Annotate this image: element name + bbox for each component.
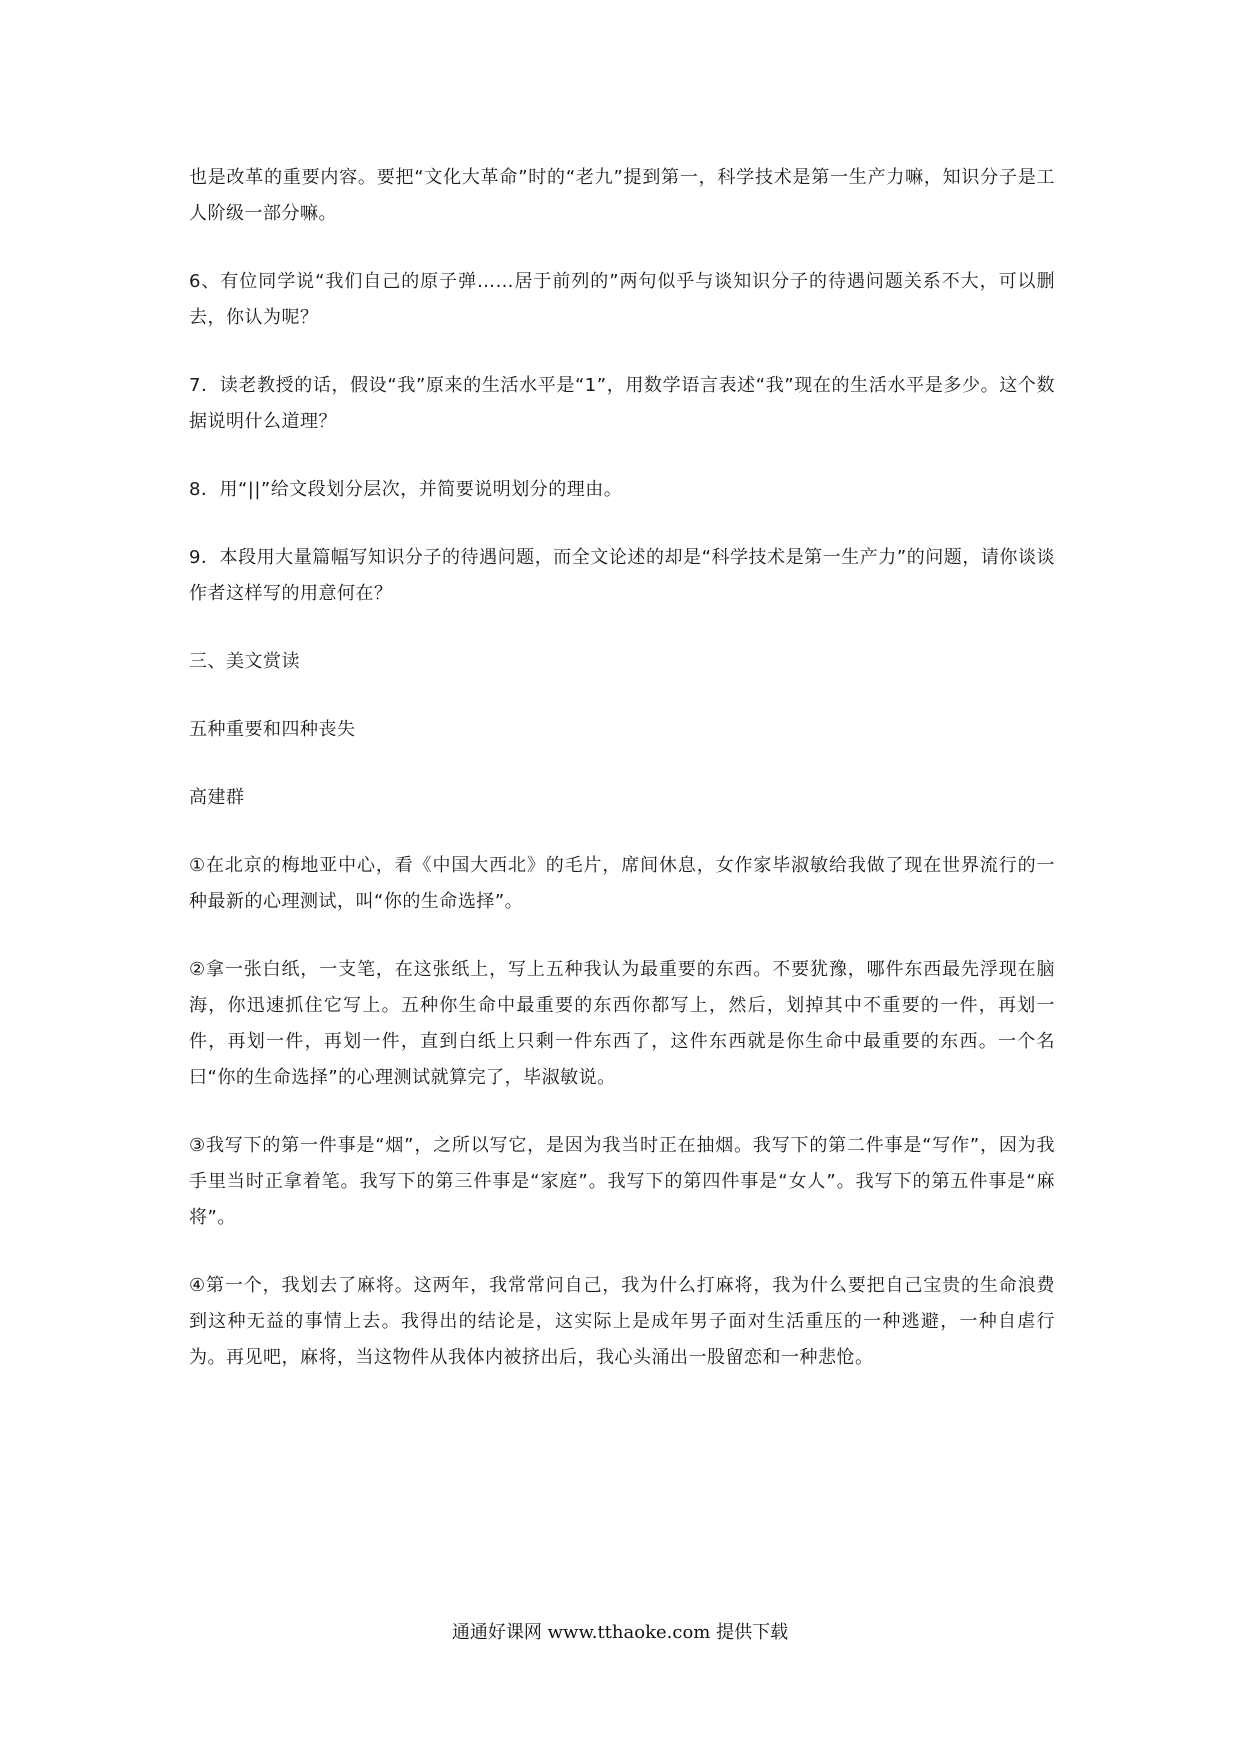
question-8: 8．用“||”给文段划分层次，并简要说明划分的理由。 [189,479,623,500]
article-paragraph-4: ④第一个，我划去了麻将。这两年，我常常问自己，我为什么打麻将，我为什么要把自己宝贵的生命浪费到这种无益的事情上去。我得出的结论是，这实际上是成年男子面对生活重压的一种逃避，一种自虐行为。再见吧，麻将，当这物件从我体内被挤出后，我心头涌出一股留恋和一种悲怆。 [189,1275,1055,1368]
section-heading: 三、美文赏读 [189,651,300,672]
page-footer: 通通好课网 www.tthaoke.com 提供下载 [451,1622,789,1643]
question-6: 6、有位同学说“我们自己的原子弹……居于前列的”两句似乎与谈知识分子的待遇问题关系不大，可以删去，你认为呢？ [189,271,1055,328]
document-body [189,160,1055,1408]
article-paragraph-2: ②拿一张白纸，一支笔，在这张纸上，写上五种我认为最重要的东西。不要犹豫，哪件东西最先浮现在脑海，你迅速抓住它写上。五种你生命中最重要的东西你都写上，然后，划掉其中不重要的一件，再划一件，再划一件，再划一件，直到白纸上只剩一件东西了，这件东西就是你生命中最重要的东西。一个名曰“你的生命选择”的心理测试就算完了，毕淑敏说。 [189,959,1055,1088]
article-author: 高建群 [189,787,245,808]
question-9: 9．本段用大量篇幅写知识分子的待遇问题，而全文论述的却是“科学技术是第一生产力”的问题，请你谈谈作者这样写的用意何在？ [189,547,1055,604]
paragraph-continuation: 也是改革的重要内容。要把“文化大革命”时的“老九”提到第一，科学技术是第一生产力嘛，知识分子是工人阶级一部分嘛。 [189,167,1055,224]
question-7: 7．读老教授的话，假设“我”原来的生活水平是“1”，用数学语言表述“我”现在的生活水平是多少。这个数据说明什么道理？ [189,375,1055,432]
article-title: 五种重要和四种丧失 [189,719,356,740]
article-paragraph-1: ①在北京的梅地亚中心，看《中国大西北》的毛片，席间休息，女作家毕淑敏给我做了现在世界流行的一种最新的心理测试，叫“你的生命选择”。 [189,855,1055,912]
article-paragraph-3: ③我写下的第一件事是“烟”，之所以写它，是因为我当时正在抽烟。我写下的第二件事是“写作”，因为我手里当时正拿着笔。我写下的第三件事是“家庭”。我写下的第四件事是“女人”。我写下的第五件事是“麻将”。 [189,1135,1055,1228]
